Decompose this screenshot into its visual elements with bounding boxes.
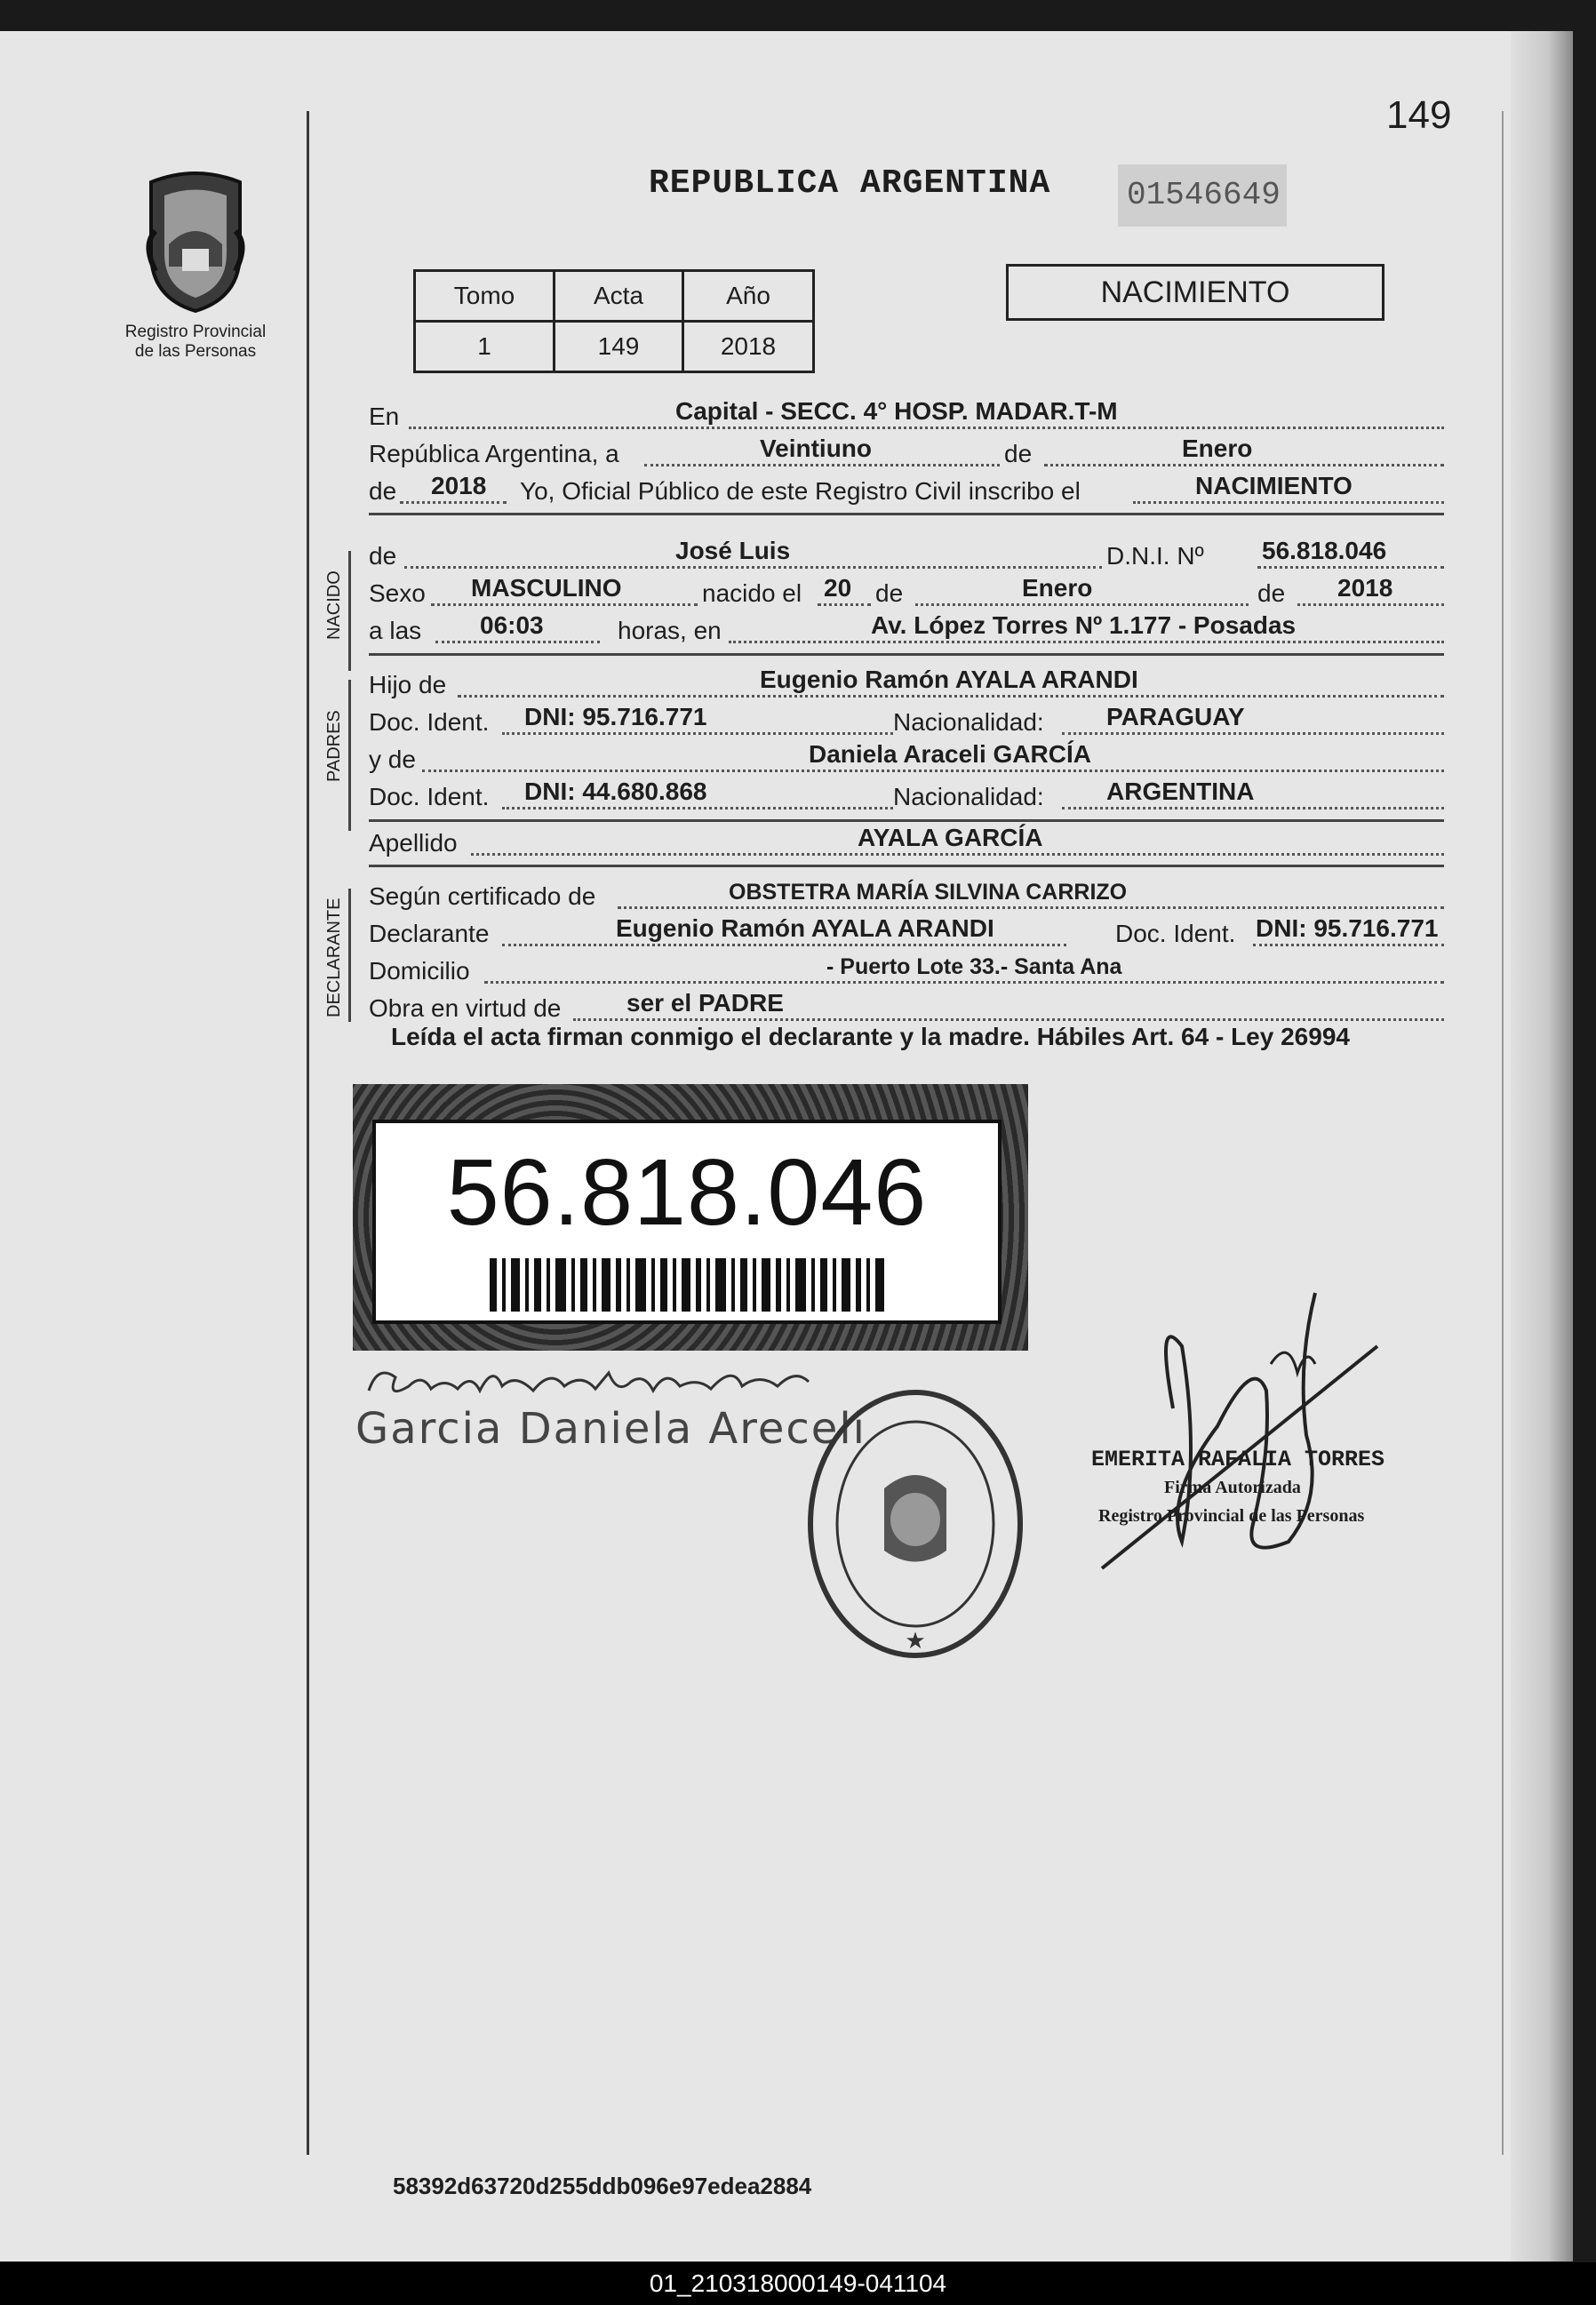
value-madre-doc: DNI: 44.680.868 <box>524 778 707 805</box>
row-padre <box>369 664 1444 703</box>
header-acta: Acta <box>555 271 683 322</box>
row-sexo <box>369 572 1444 611</box>
label-domicilio: Domicilio <box>369 957 470 985</box>
row-domicilio <box>369 950 1444 989</box>
label-de2: de <box>369 477 397 505</box>
registry-seal-icon <box>800 1382 1031 1666</box>
label-republica: República Argentina, a <box>369 440 619 467</box>
row-madre-doc <box>369 776 1444 815</box>
value-nombre: José Luis <box>675 537 791 564</box>
logo-caption-line2: de las Personas <box>134 342 257 361</box>
value-mes-nacimiento: Enero <box>1022 574 1093 602</box>
label-oficial: Yo, Oficial Público de este Registro Civil inscribo el <box>520 477 1081 505</box>
nacido-bracket <box>348 551 351 671</box>
value-dni: 56.818.046 <box>1262 537 1387 564</box>
label-sexo: Sexo <box>369 579 426 607</box>
label-de: de <box>1004 440 1033 467</box>
official-name: EMERITA RAFALIA TORRES <box>1091 1447 1385 1472</box>
padres-bracket <box>348 680 351 831</box>
document-page <box>0 31 1573 2261</box>
value-certificado: OBSTETRA MARÍA SILVINA CARRIZO <box>729 880 1128 905</box>
value-anio-nacimiento: 2018 <box>1337 574 1393 602</box>
left-margin-line <box>307 111 309 2155</box>
value-anio: 2018 <box>683 322 814 372</box>
value-padre-nombre: Eugenio Ramón AYALA ARANDI <box>760 666 1138 693</box>
label-a-las: a las <box>369 617 422 644</box>
divider <box>369 865 1444 867</box>
value-madre-nacionalidad: ARGENTINA <box>1106 778 1255 805</box>
act-type-box: NACIMIENTO <box>1006 264 1385 321</box>
closing-statement: Leída el acta firman conmigo el declarante y la madre. Hábiles Art. 64 - Ley 26994 <box>391 1023 1350 1050</box>
header-tomo: Tomo <box>415 271 555 322</box>
barcode-card <box>372 1120 1001 1324</box>
page-number: 149 <box>1386 93 1452 137</box>
value-lugar: Capital - SECC. 4° HOSP. MADAR.T-M <box>675 397 1118 425</box>
value-declarante-doc: DNI: 95.716.771 <box>1256 914 1439 942</box>
header-anio: Año <box>683 271 814 322</box>
divider <box>369 513 1444 515</box>
value-declarante-nombre: Eugenio Ramón AYALA ARANDI <box>616 914 994 942</box>
value-acta: 149 <box>555 322 683 372</box>
row-padre-doc <box>369 701 1444 740</box>
value-dia-nacimiento: 20 <box>824 574 852 602</box>
divider <box>369 653 1444 656</box>
value-dia: Veintiuno <box>760 435 872 462</box>
right-margin-line <box>1502 111 1504 2155</box>
label-declarante-section: DECLARANTE <box>324 897 344 1017</box>
logo-caption-line1: Registro Provincial <box>124 323 267 341</box>
value-mes: Enero <box>1182 435 1253 462</box>
value-tipo-inscripcion: NACIMIENTO <box>1195 472 1353 499</box>
value-apellido: AYALA GARCÍA <box>858 824 1043 851</box>
row-nombre <box>369 535 1444 574</box>
value-obra: ser el PADRE <box>626 989 784 1017</box>
row-anio <box>369 470 1444 509</box>
row-lugar <box>369 395 1444 435</box>
svg-text:★: ★ <box>905 1627 926 1654</box>
label-de-nombre: de <box>369 542 397 570</box>
official-signature-icon <box>1075 1275 1448 1595</box>
row-madre <box>369 738 1444 778</box>
official-title1: Firma Autorizada <box>1164 1478 1301 1497</box>
row-apellido <box>369 822 1444 861</box>
label-de-anio: de <box>1257 579 1286 607</box>
label-en: En <box>369 403 400 430</box>
label-nacido-el: nacido el <box>702 579 802 607</box>
official-title2: Registro Provincial de las Personas <box>1098 1506 1365 1526</box>
dni-barcode-label <box>353 1084 1028 1351</box>
row-hora <box>369 610 1444 649</box>
row-fecha <box>369 433 1444 472</box>
barcode-number: 56.818.046 <box>446 1140 928 1245</box>
page-edge-shadow <box>1511 31 1573 2261</box>
label-doc-madre: Doc. Ident. <box>369 783 490 810</box>
label-apellido: Apellido <box>369 829 458 857</box>
document-title: REPUBLICA ARGENTINA <box>649 164 1051 203</box>
value-padre-nacionalidad: PARAGUAY <box>1106 703 1245 730</box>
label-declarante: Declarante <box>369 920 490 947</box>
value-madre-nombre: Daniela Araceli GARCÍA <box>809 740 1091 768</box>
declarante-bracket <box>348 889 351 1022</box>
label-de-mes: de <box>875 579 904 607</box>
document-hash: 58392d63720d255ddb096e97edea2884 <box>393 2173 812 2199</box>
label-nacionalidad-padre: Nacionalidad: <box>893 708 1044 736</box>
row-certificado <box>369 875 1444 914</box>
value-anio-acta: 2018 <box>431 472 487 499</box>
file-id-footer: 01_210318000149-041104 <box>0 2262 1596 2305</box>
label-nacionalidad-madre: Nacionalidad: <box>893 783 1044 810</box>
value-domicilio: - Puerto Lote 33.- Santa Ana <box>826 954 1122 979</box>
label-padres-section: PADRES <box>324 710 344 782</box>
value-tomo: 1 <box>415 322 555 372</box>
mother-signature: Garcia Daniela Areceli <box>355 1404 866 1454</box>
label-obra: Obra en virtud de <box>369 994 562 1022</box>
label-y-de: y de <box>369 746 416 773</box>
value-padre-doc: DNI: 95.716.771 <box>524 703 707 730</box>
label-nacido-section: NACIDO <box>324 570 344 640</box>
value-sexo: MASCULINO <box>471 574 622 602</box>
value-lugar-nacimiento: Av. López Torres Nº 1.177 - Posadas <box>871 611 1297 639</box>
registry-table <box>413 269 815 373</box>
label-doc-declarante: Doc. Ident. <box>1115 920 1236 947</box>
value-hora: 06:03 <box>480 611 544 639</box>
serial-number: 01546649 <box>1118 164 1287 227</box>
barcode-icon <box>490 1258 890 1312</box>
label-dni: D.N.I. Nº <box>1106 542 1204 570</box>
registry-logo <box>116 164 275 362</box>
row-declarante <box>369 913 1444 952</box>
label-hijo-de: Hijo de <box>369 671 447 698</box>
province-crest-icon <box>133 164 258 315</box>
label-horas-en: horas, en <box>618 617 722 644</box>
label-certificado: Según certificado de <box>369 882 596 910</box>
label-doc-padre: Doc. Ident. <box>369 708 490 736</box>
